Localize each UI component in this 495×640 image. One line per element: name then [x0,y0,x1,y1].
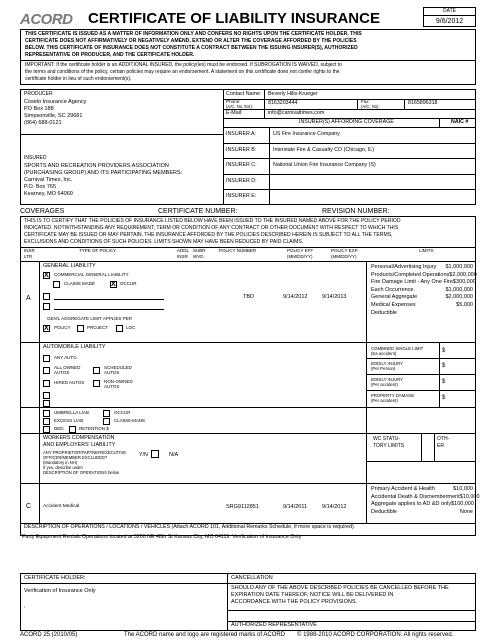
policy-x: X [44,325,49,332]
footer-trademark: The ACORD name and logo are registered marks of ACORD [124,632,286,638]
fax-label: Fax [361,99,369,104]
gl-blank-checkbox-2[interactable] [43,303,50,310]
non-owned-checkbox[interactable] [93,380,100,387]
footer-copyright: © 1988-2010 ACORD CORPORATION. All rights reserved. [297,632,454,638]
col-insr: INSR [24,248,35,253]
insurer-c-label: INSURER C: [226,162,257,168]
am-limit-row: Primary Accident & Health $10,000 [371,486,473,492]
gl-limit-row: Products/Completed Operations $2,000,000 [371,271,477,278]
pd-label: PROPERTY DAMAGE [371,393,415,398]
producer-line: (864) 688-0121 [24,120,62,126]
gl-limit-row: Fire Damage Limit - Any One Fire $300,000 [371,279,476,286]
hired-autos-label: HIRED AUTOS [54,380,85,385]
col-ltr: LTR [24,254,33,259]
cancellation-label: CANCELLATION [231,575,273,581]
am-policy-number: SRG9112851 [226,504,259,510]
wc-officer: OFFICER/MEMBER EXCLUDED? [43,455,108,460]
bi-accident-label: BODILY INJURY [371,377,403,382]
wc-yn: Y/N [139,452,148,458]
bi-accident-sub: (Per accident) [371,382,398,387]
gl-limit-row: Personal/Advertising Injury $1,000,000 [371,264,473,270]
insurer-d-label: INSURER D: [226,178,257,184]
umbrella-claims-checkbox[interactable] [103,418,110,425]
gl-limit-row: Each Occurrence $1,000,000 [371,286,473,293]
col-eff: POLICY EFF [287,248,314,253]
col-limits: LIMITS [419,248,434,253]
gl-insurer-letter: A [26,295,31,302]
col-type: TYPE OF POLICY [79,248,117,253]
commercial-gl-x: X [44,272,49,279]
gl-limit-row: Deductible [371,309,397,316]
combined-limit-label: COMBINED SINGLE LIMIT [371,346,424,351]
am-limit-row: Accidental Death & Dismemberment $10,000 [371,493,480,500]
am-exp-date: 9/14/2012 [322,504,347,510]
notice-line: REPRESENTATIVE OR PRODUCER, AND THE CERTIFICATE HOLDER. [25,52,195,58]
col-addl2: INSR [177,254,188,259]
gl-policy-number: TBD [243,294,254,300]
am-limit-row: Aggregate applies to AD &D only $100,000 [371,501,475,508]
naic-header: NAIC # [451,119,469,125]
gl-limit-row: Medical Expenses $5,000 [371,301,473,308]
policy-label: POLICY [54,325,71,330]
ded-checkbox[interactable] [43,426,50,433]
fax-sub-label: (A/C, No): [361,103,380,109]
umbrella-claims-label: CLAIMS-MADE [114,418,146,423]
fax-value: 8165896318 [408,100,438,106]
bi-person-dollar: $ [442,363,446,369]
scheduled-checkbox[interactable] [93,367,100,374]
insurers-header: INSURER(S) AFFORDING COVERAGE [299,119,394,125]
loc-checkbox[interactable] [116,325,123,332]
insurer-a-name: US Fire Insurance Company [273,131,340,137]
combined-limit-dollar: $ [442,348,446,354]
retention-label: RETENTION $ [79,426,109,431]
excess-label: EXCESS LIAB [54,418,84,423]
phone-sub-label: (A/C, No, Ext): [226,103,253,109]
umbrella-occur-checkbox[interactable] [103,410,110,417]
wc-na: N/A [169,452,179,458]
umbrella-checkbox[interactable] [43,410,50,417]
wc-er-label: ER [437,443,444,449]
all-owned-checkbox[interactable] [43,367,50,374]
email-label: E-Mail: [226,110,243,116]
coverage-text-line: EXCLUSIONS AND CONDITIONS OF SUCH POLICIES. LIMITS SHOWN MAY HAVE BEEN REDUCED BY PAID CLAIMS. [24,239,304,245]
date-box [423,7,476,27]
cancellation-line: EXPIRATION DATE THEREOF, NOTICE WILL BE DELIVERED IN [231,592,394,598]
insurer-c-name: National Union Fire Insurance Company (S) [273,162,376,168]
phone-value: 8163203444 [268,100,298,106]
important-line: the terms and conditions of the policy, certain policies may require an endorsement. A statement on this certificate does not confer rights to the [25,69,340,75]
gl-title: GENERAL LIABILITY [43,263,96,269]
important-line: IMPORTANT: If the certificate holder is an ADDITIONAL INSURED, the policy(ies) must be endorsed. If SUBROGATION IS WAIVED, subject to [25,62,342,68]
holder-label: CERTIFICATE HOLDER: [24,575,86,581]
scheduled-autos-label: AUTOS [104,370,120,375]
holder-comma: , [24,603,26,609]
auto-blank-checkbox-1[interactable] [43,392,50,399]
important-line: certificate holder in lieu of such endorsement(s). [25,76,132,82]
producer-line: PO Box 188 [24,106,54,112]
producer-line: Simpsonville, SC 29681 [24,113,83,119]
notice-block [20,29,476,85]
holder-value: Verification of Insurance Only [24,588,96,594]
gl-exp-date: 9/14/2013 [322,294,347,300]
wc-title-1: WORKERS COMPENSATION [43,435,115,441]
date-label: DATE [443,8,456,14]
cancellation-line: SHOULD ANY OF THE ABOVE DESCRIBED POLICIES BE CANCELLED BEFORE THE [231,585,449,591]
loc-label: LOC [126,325,136,330]
bi-person-label: BODILY INJURY [371,361,403,366]
retention-checkbox[interactable] [69,426,76,433]
occur-checkbox[interactable] [110,281,117,288]
wc-if-yes: If yes, describe under [43,465,84,470]
insured-line: P.O. Box 765 [24,184,57,190]
all-owned-autos-label: AUTOS [54,370,70,375]
am-limits [371,486,480,516]
coverage-text-line: THIS IS TO CERTIFY THAT THE POLICIES OF INSURANCE LISTED BELOW HAVE BEEN ISSUED TO THE INSURED NAMED ABOVE FOR THE POLICY PERIOD [24,218,401,224]
coverages-label: COVERAGES [20,208,65,215]
gl-eff-date: 9/14/2012 [283,294,308,300]
pd-sub: (Per accident) [371,398,398,403]
claims-made-label: CLAIMS MADE [64,281,96,286]
notice-line: CERTIFICATE DOES NOT AFFIRMATIVELY OR NEGATIVELY AMEND, EXTEND OR ALTER THE COVERAGE AFFORDED BY THE POLICIES [25,38,357,44]
non-owned-label: NON-OWNED [104,379,133,384]
producer-line: Coselo Insurance Agency [24,99,87,105]
revision-number-label: REVISION NUMBER: [322,208,390,215]
non-owned-autos-label: AUTOS [104,384,120,389]
notice-line: BELOW. THIS CERTIFICATE OF INSURANCE DOES NOT CONSTITUTE A CONTRACT BETWEEN THE ISSUING INSURER(S), AUTHORIZED [25,45,358,51]
wc-mandatory: (Mandatory in NH) [43,460,78,465]
project-checkbox[interactable] [77,325,84,332]
insurer-b-label: INSURER B: [226,147,257,153]
holder-block [20,573,476,631]
producer-label: PRODUCER [24,91,53,97]
wc-yn-box[interactable] [151,450,159,458]
cancellation-line: ACCORDANCE WITH THE POLICY PROVISIONS. [231,599,358,605]
wc-statu-label: WC STATU- [373,436,401,442]
col-eff2: (MM/DD/YY) [287,254,313,259]
occur-x: X [111,281,116,288]
all-owned-label: ALL OWNED [54,365,81,370]
claims-made-checkbox[interactable] [53,281,60,288]
combined-limit-sub: (Ea accident) [371,351,397,356]
scheduled-label: SCHEDULED [104,365,132,370]
col-policy-number: POLICY NUMBER [219,248,257,253]
project-label: PROJECT [87,325,109,330]
wc-title-2: AND EMPLOYERS' LIABILITY [43,442,116,448]
description-label: DESCRIPTION OF OPERATIONS / LOCATIONS / VEHICLES (Attach ACORD 101, Additional Remarks Schedule, if more space is required) [24,524,354,530]
email-value: info@carnivaltimes.com [268,110,325,116]
insured-line: SPORTS AND RECREATION PROVIDERS ASSOCIATION [24,163,169,169]
date-value: 9/6/2012 [435,18,464,25]
gl-limit-row: General Aggregate $2,000,000 [371,294,473,301]
insurer-a-label: INSURER A: [226,131,257,137]
insurer-b-name: Interstate Fire & Casualty CO (Chicago, IL) [273,147,374,153]
parties-block [20,89,476,205]
am-insurer-letter: C [26,503,32,510]
gl-blank-checkbox-1[interactable] [43,293,50,300]
authorized-rep-label: AUTHORIZED REPRESENTATIVE [231,622,317,628]
auto-blank-checkbox-2[interactable] [43,400,50,407]
insured-line: Carnival Times, Inc. [24,177,73,183]
coverage-table [20,216,480,536]
occur-label: OCCUR [120,281,137,286]
gl-limits [371,264,477,317]
commercial-gl-label: COMMERCIAL GENERAL LIABILITY [54,272,129,277]
coverage-text-line: CERTIFICATE MAY BE ISSUED OR MAY PERTAIN, THE INSURANCE AFFORDED BY THE POLICIES DESCRIBED HEREIN IS SUBJECT TO ALL THE TERMS, [24,232,393,238]
insured-line: (PURCHASING GROUP) AND ITS PARTICIPATING MEMBERS: [24,170,183,176]
wc-tory-label: TORY LIMITS [373,443,405,449]
certificate-title: CERTIFICATE OF LIABILITY INSURANCE [88,10,380,27]
acord-logo: ACORD [20,11,73,28]
col-exp2: (MM/DD/YY) [331,254,357,259]
phone-label: Phone: [226,99,241,104]
bi-accident-dollar: $ [442,379,446,385]
col-addl: ADDL [177,248,190,253]
insured-line: Kearney, MO 64060 [24,191,73,197]
any-auto-checkbox[interactable] [43,355,50,362]
notice-line: THIS CERTIFICATE IS ISSUED AS A MATTER OF INFORMATION ONLY AND CONFERS NO RIGHTS UPON THE CERTIFICATE HOLDER. THIS [25,31,362,37]
footer-form: ACORD 25 (2010/05) [20,632,78,638]
contact-name-label: Contact Name: [226,91,262,97]
wc-oth-label: OTH- [437,436,450,442]
wc-desc-ops: DESCRIPTION OF OPERATIONS below [43,470,120,475]
am-limit-row: Deductible None [371,508,473,515]
insured-label: INSURED [24,155,47,161]
wc-any-prop: ANY PROPRIETOR/PARTNER/EXECUTIVE [43,450,126,455]
contact-name-value: Beverly Hills-Krueger [268,91,318,97]
ded-label: DED [54,426,64,431]
coverage-text-line: INDICATED. NOTWITHSTANDING ANY REQUIREMENT, TERM OR CONDITION OF ANY CONTRACT OR OTHER DOCUMENT WITH RESPECT TO WHICH THIS [24,225,399,231]
hired-autos-checkbox[interactable] [43,380,50,387]
insurer-e-label: INSURER E: [226,193,257,199]
am-eff-date: 9/14/2011 [283,504,308,510]
gl-aggregate-label: GEN'L AGGREGATE LIMIT APPLIES PER [47,316,133,321]
certificate-number-label: CERTIFICATE NUMBER: [158,208,238,215]
bi-person-sub: (Per Person) [371,366,396,371]
excess-checkbox[interactable] [43,418,50,425]
pd-dollar: $ [442,395,446,401]
auto-title: AUTOMOBILE LIABILITY [43,344,106,350]
umbrella-label: UMBRELLA LIAB [54,410,90,415]
col-subr2: WVD [193,254,204,259]
col-exp: POLICY EXP [331,248,358,253]
any-auto-label: ANY AUTO [54,355,77,360]
col-subr: SUBR [193,248,206,253]
umbrella-occur-label: OCCUR [114,410,131,415]
description-text: Party Equipment Rentals Operations located at 5200 NE 48th St Kansas City, MO 64119. Verification of Insurance Only [22,534,302,540]
am-type: Accident Medical [43,504,80,509]
